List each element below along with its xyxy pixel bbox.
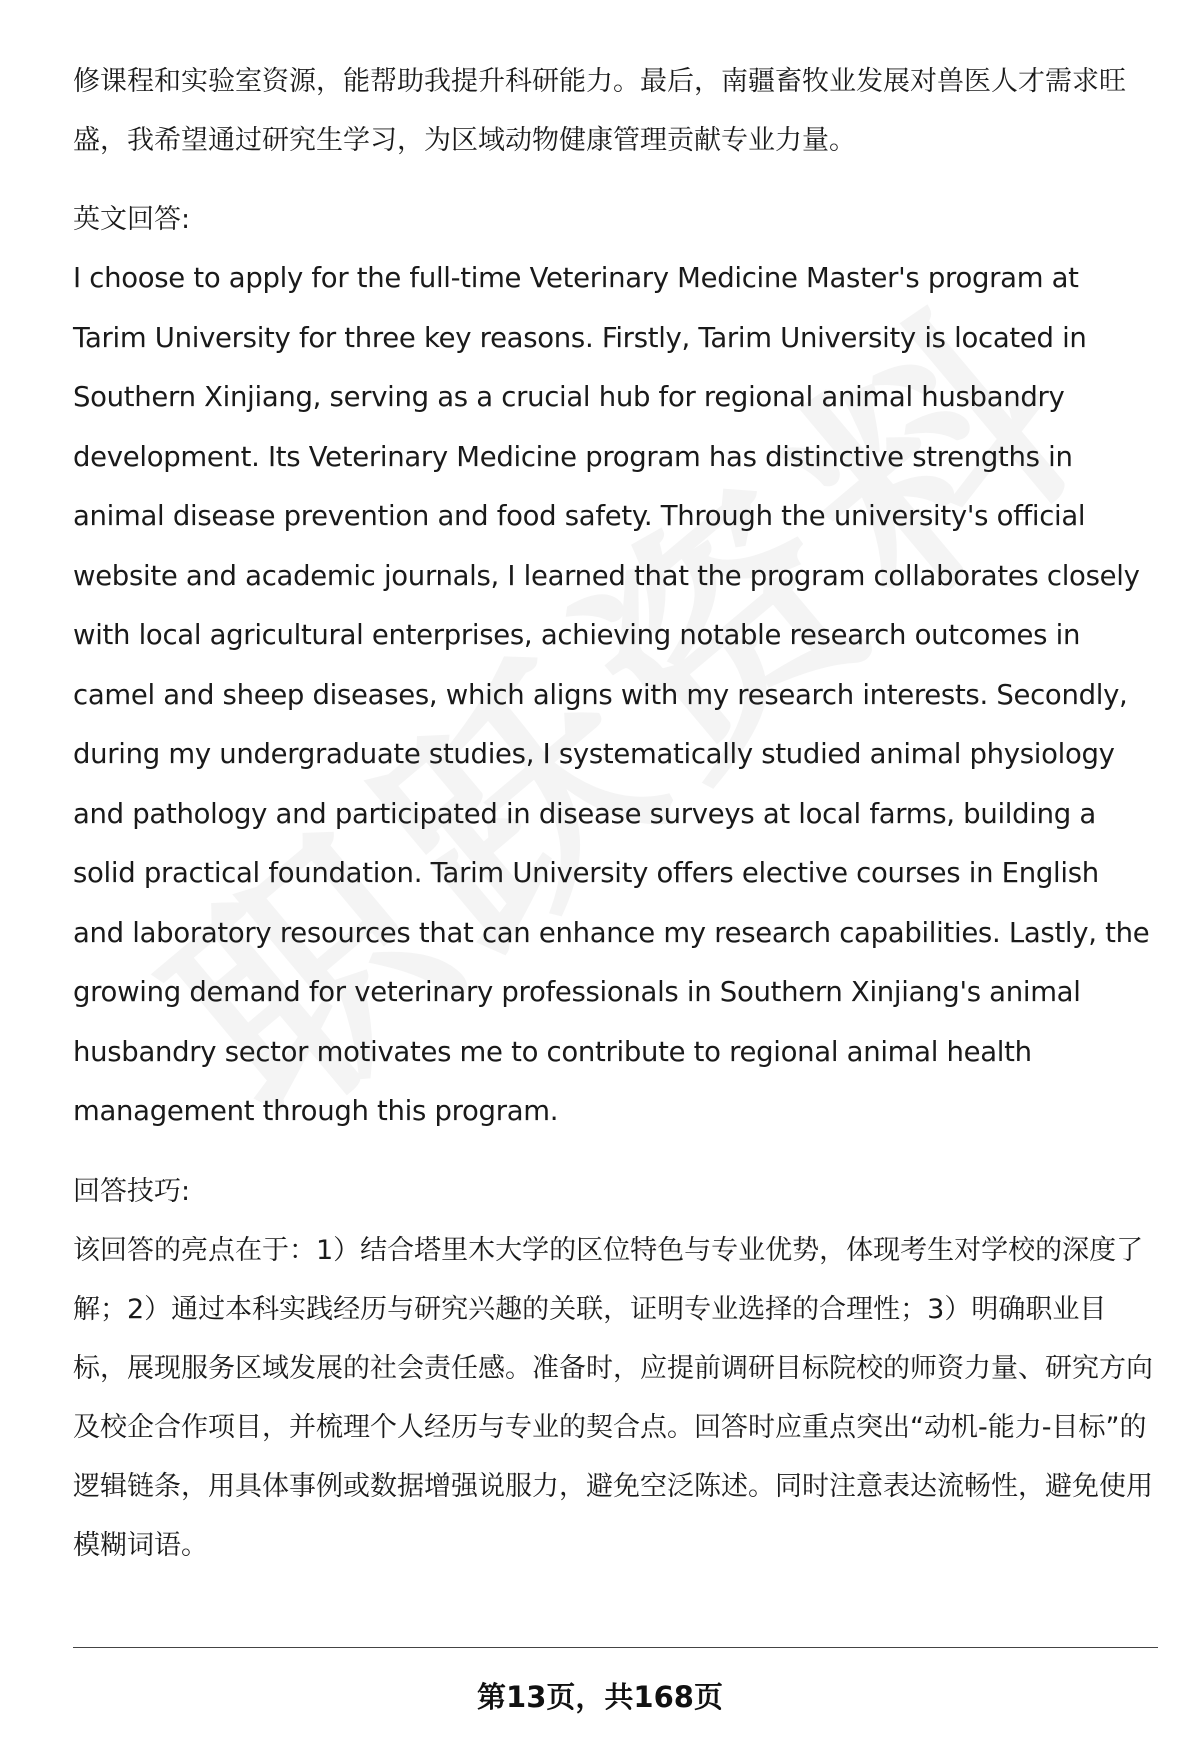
page-number: 第13页，共168页: [477, 1680, 723, 1714]
english-answer-paragraph: I choose to apply for the full-time Veterinary Medicine Master's program at Tarim University for three key reasons. Firstly, Tarim University is located in Southern Xinjiang, serving as a crucial hub for regional animal husbandry development. Its Veterinary Medicine program has distinctive strengths in animal disease prevention and food safety. Through the university's official website and academic journals, I learned that the program collaborates closely with local agricultural enterprises, achieving notable research outcomes in camel and sheep diseases, which aligns with my research interests. Secondly, during my undergraduate studies, I systematically studied animal physiology and pathology and participated in disease surveys at local farms, building a solid practical foundation. Tarim University offers elective courses in English and laboratory resources that can enhance my research capabilities. Lastly, the growing demand for veterinary professionals in Southern Xinjiang's animal husbandry sector motivates me to contribute to regional animal health management through this program.: [73, 262, 1150, 1127]
footer-divider: [73, 1647, 1158, 1648]
english-answer-label: 英文回答:: [73, 204, 191, 235]
tips-label: 回答技巧:: [73, 1175, 191, 1207]
intro-paragraph-tail: 修课程和实验室资源，能帮助我提升科研能力。最后，南疆畜牧业发展对兽医人才需求旺盛，我希望通过研究生学习，为区域动物健康管理贡献专业力量。: [73, 66, 1126, 156]
tips-paragraph: 该回答的亮点在于：1）结合塔里木大学的区位特色与专业优势，体现考生对学校的深度了解；2）通过本科实践经历与研究兴趣的关联，证明专业选择的合理性；3）明确职业目标，展现服务区域发展的社会责任感。准备时，应提前调研目标院校的师资力量、研究方向及校企合作项目，并梳理个人经历与专业的契合点。回答时应重点突出“动机-能力-目标”的逻辑链条，用具体事例或数据增强说服力，避免空泛陈述。同时注意表达流畅性，避免使用模糊词语。: [73, 1234, 1153, 1561]
page-body: [73, 52, 1158, 1575]
